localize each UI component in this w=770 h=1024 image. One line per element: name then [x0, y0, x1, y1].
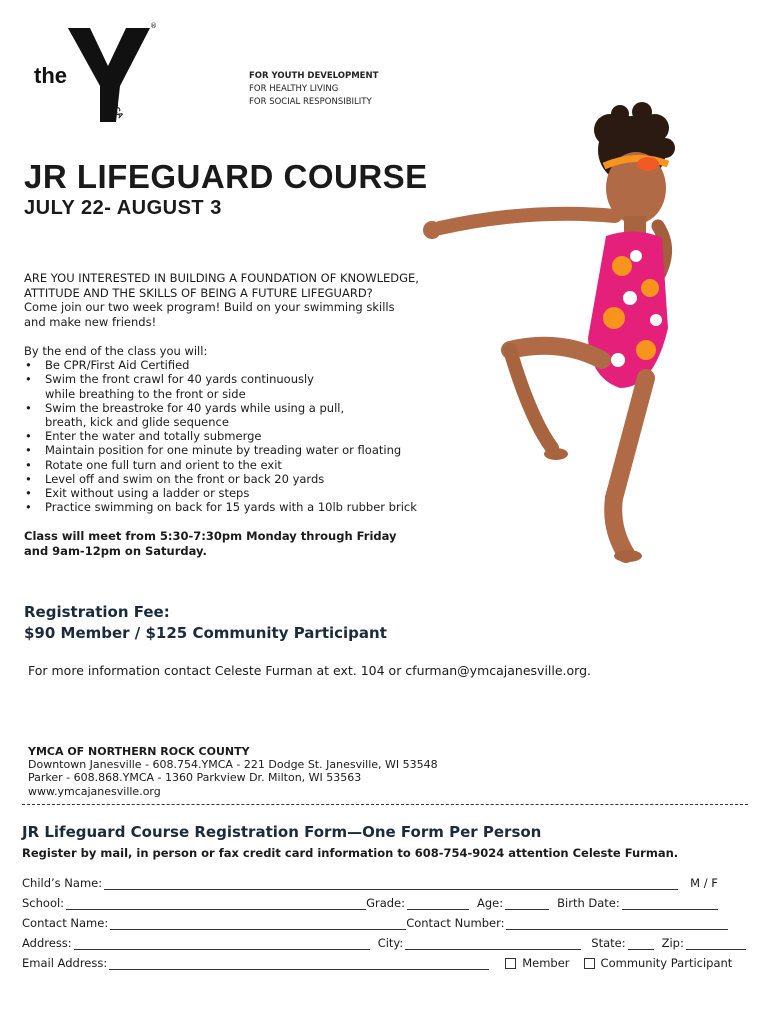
contact-name-field[interactable]	[110, 917, 406, 930]
email-field[interactable]	[109, 957, 489, 970]
birth-date-field[interactable]	[622, 897, 718, 910]
member-label: Member	[522, 956, 570, 970]
contact-number-label: Contact Number:	[406, 916, 505, 930]
schedule-line: and 9am-12pm on Saturday.	[24, 543, 207, 558]
branch-name: YMCA OF NORTHERN ROCK COUNTY	[28, 745, 250, 758]
outcomes-heading: By the end of the class you will:	[24, 344, 208, 358]
branch-line: Downtown Janesville - 608.754.YMCA - 221 Dodge St. Janesville, WI 53548	[28, 758, 438, 772]
list-item: • Enter the water and totally submerge	[24, 429, 454, 443]
school-label: School:	[22, 896, 65, 910]
list-item: • Swim the breastroke for 40 yards while using a pull, breath, kick and glide sequence	[24, 401, 454, 429]
age-label: Age:	[477, 896, 504, 910]
form-row-address	[22, 936, 746, 950]
birth-date-label: Birth Date:	[557, 896, 620, 910]
jumping-girl-photo	[410, 88, 740, 568]
form-instructions: Register by mail, in person or fax credit card information to 608-754-9024 attention Celeste Furman.	[22, 846, 679, 860]
tagline-healthy: FOR HEALTHY LIVING	[249, 84, 339, 94]
form-title: JR Lifeguard Course Registration Form—One Form Per Person	[22, 823, 542, 841]
tagline-social: FOR SOCIAL RESPONSIBILITY	[249, 97, 372, 107]
member-checkbox[interactable]	[505, 958, 516, 969]
page-title: JR LIFEGUARD COURSE	[24, 158, 428, 195]
contact-name-label: Contact Name:	[22, 916, 109, 930]
intro-text	[24, 271, 464, 329]
tagline-youth: FOR YOUTH DEVELOPMENT	[249, 71, 379, 81]
list-item: • Maintain position for one minute by treading water or floating	[24, 443, 454, 457]
list-item: • Swim the front crawl for 40 yards continuously while breathing to the front or side	[24, 372, 454, 400]
school-field[interactable]	[66, 897, 366, 910]
list-item: • Be CPR/First Aid Certified	[24, 358, 454, 372]
address-field[interactable]	[74, 937, 370, 950]
form-row-school	[22, 896, 718, 910]
form-row-child	[22, 876, 718, 890]
contact-info: For more information contact Celeste Furman at ext. 104 or cfurman@ymcajanesville.org.	[28, 663, 592, 678]
registered-mark: ®	[150, 22, 157, 30]
community-checkbox[interactable]	[584, 958, 595, 969]
intro-line: Come join our two week program! Build on your swimming skills	[24, 300, 395, 314]
website-link[interactable]: www.ymcajanesville.org	[28, 784, 161, 798]
city-field[interactable]	[405, 937, 581, 950]
gender-option[interactable]: M / F	[690, 876, 718, 890]
email-label: Email Address:	[22, 956, 108, 970]
list-item: • Level off and swim on the front or back 20 yards	[24, 472, 454, 486]
grade-label: Grade:	[366, 896, 405, 910]
list-item: • Rotate one full turn and orient to the exit	[24, 458, 454, 472]
grade-field[interactable]	[407, 897, 469, 910]
ymca-logo	[28, 16, 168, 124]
logo-ymca-text: YMCA	[106, 94, 126, 120]
branch-line: Parker - 608.868.YMCA - 1360 Parkview Dr. Milton, WI 53563	[28, 771, 362, 785]
state-label: State:	[591, 936, 626, 950]
list-item: • Exit without using a ladder or steps	[24, 486, 454, 500]
schedule-line: Class will meet from 5:30-7:30pm Monday through Friday	[24, 529, 397, 543]
class-schedule	[24, 529, 397, 558]
community-label: Community Participant	[600, 956, 733, 970]
city-label: City:	[377, 936, 404, 950]
zip-label: Zip:	[661, 936, 684, 950]
address-label: Address:	[22, 936, 72, 950]
list-item: • Practice swimming on back for 15 yards with a 10lb rubber brick	[24, 500, 454, 514]
fee-heading: Registration Fee:	[24, 603, 170, 621]
state-field[interactable]	[628, 937, 654, 950]
outcomes-section	[24, 344, 454, 514]
form-row-contact	[22, 916, 728, 930]
intro-line: ARE YOU INTERESTED IN BUILDING A FOUNDATION OF KNOWLEDGE,	[24, 271, 419, 285]
contact-number-field[interactable]	[506, 917, 728, 930]
logo-the-text: the	[34, 63, 67, 88]
branch-info	[28, 745, 438, 798]
form-row-email	[22, 956, 732, 970]
zip-field[interactable]	[686, 937, 746, 950]
outcomes-list	[24, 358, 454, 514]
intro-line: ATTITUDE AND THE SKILLS OF BEING A FUTURE LIFEGUARD?	[24, 285, 373, 300]
tagline	[249, 70, 378, 109]
childs-name-label: Child’s Name:	[22, 876, 103, 890]
childs-name-field[interactable]	[104, 877, 678, 890]
intro-line: and make new friends!	[24, 314, 157, 329]
course-dates: JULY 22- AUGUST 3	[24, 197, 222, 219]
cut-line-divider	[22, 804, 748, 805]
age-field[interactable]	[505, 897, 549, 910]
registration-fee	[24, 602, 387, 644]
fee-amounts: $90 Member / $125 Community Participant	[24, 624, 387, 642]
